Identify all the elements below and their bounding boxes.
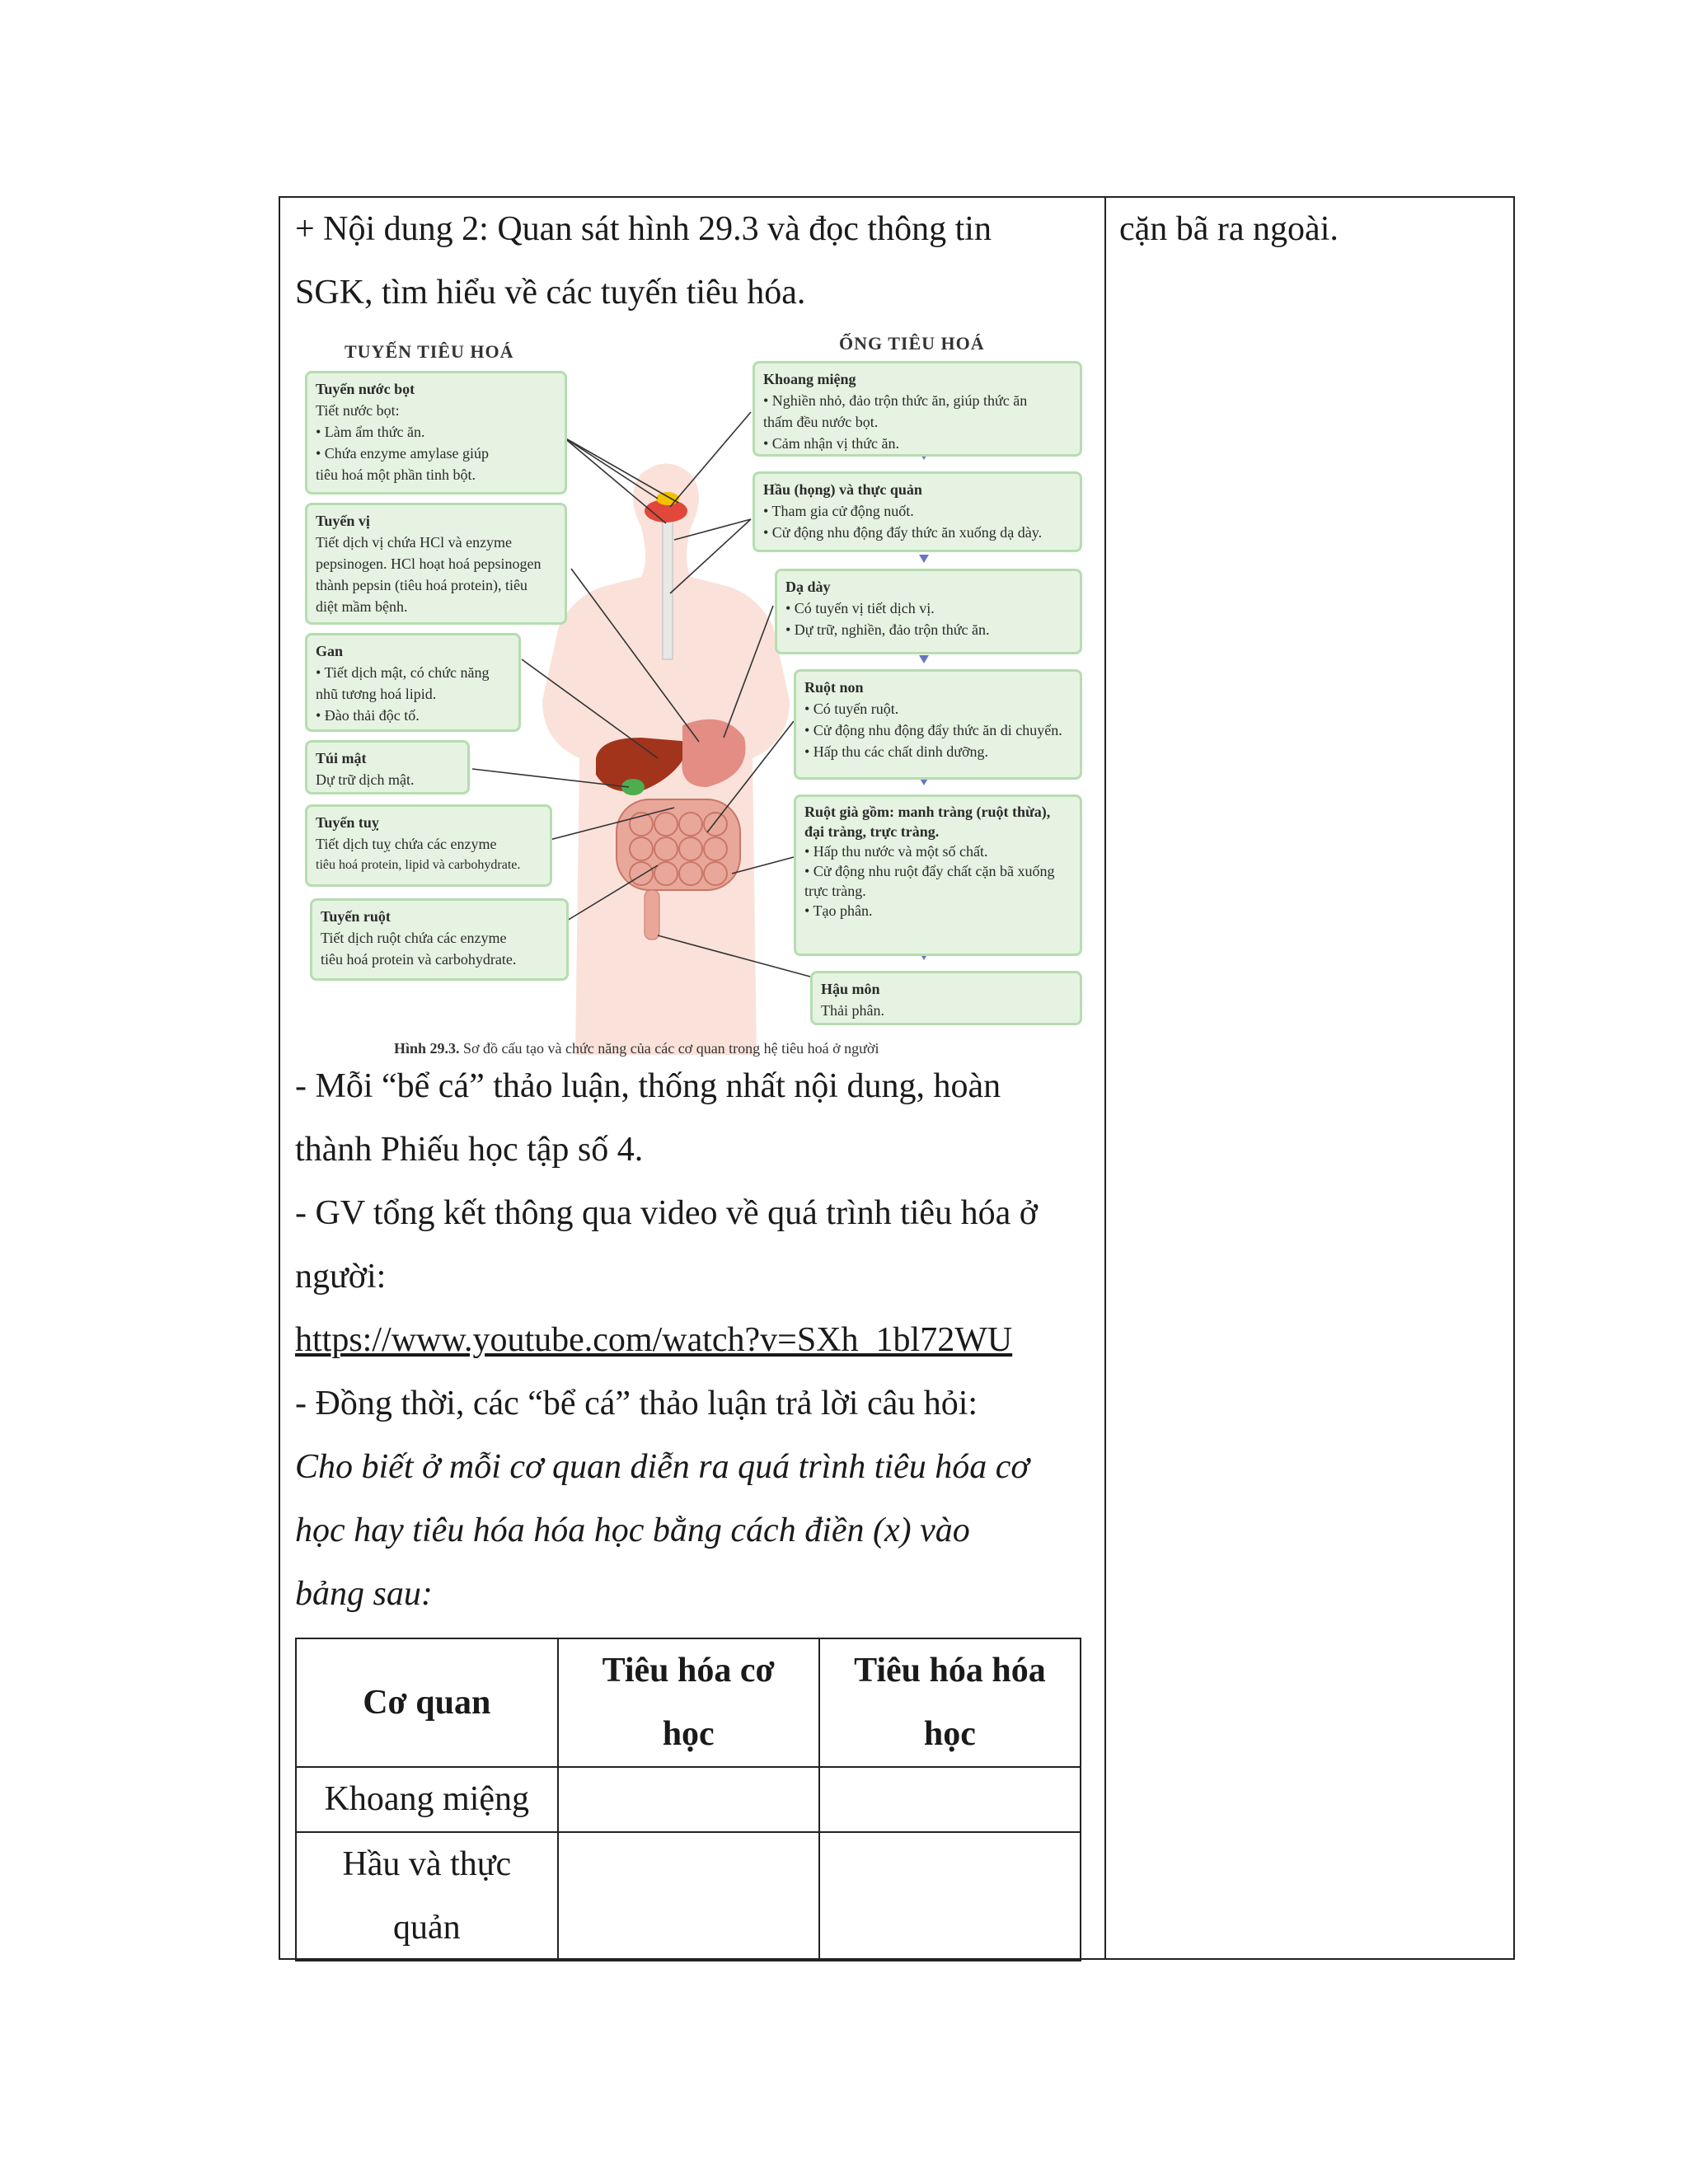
gland-line: tiêu hoá protein và carbohydrate.	[321, 951, 517, 968]
organ-box-mouth	[753, 361, 1082, 457]
right-column	[1119, 198, 1507, 261]
question-line2: học hay tiêu hóa hóa học bằng cách điền (x) vào	[295, 1511, 970, 1549]
gland-line: • Tiết dịch mật, có chức năng	[316, 664, 490, 681]
digestion-table	[295, 1638, 1081, 1961]
intro-line-2: SGK, tìm hiểu về các tuyến tiêu hóa.	[295, 274, 806, 312]
gland-title: Gan	[316, 643, 344, 659]
column-divider	[1104, 198, 1106, 1958]
organ-line: thấm đều nước bọt.	[763, 414, 879, 430]
gland-title: Tuyến nước bọt	[316, 381, 415, 397]
right-text: cặn bã ra ngoài.	[1119, 210, 1339, 248]
gland-title: Tuyến tuỵ	[316, 814, 379, 831]
organ-line: • Dự trữ, nghiền, đảo trộn thức ăn.	[785, 621, 990, 638]
video-link[interactable]: https://www.youtube.com/watch?v=SXh_1bl72WU	[295, 1321, 1013, 1359]
digestive-system-figure	[295, 330, 1088, 1055]
organ-box-large-intestine	[794, 794, 1082, 956]
figure-header-tract: ỐNG TIÊU HOÁ	[839, 333, 985, 354]
cell-mechanical[interactable]	[558, 1767, 819, 1832]
organ-box-stomach	[775, 569, 1082, 654]
organ-title: Ruột già gồm: manh tràng (ruột thừa), đại tràng, trực tràng.	[804, 804, 1051, 840]
gland-line: tiêu hoá protein, lipid và carbohydrate.	[316, 858, 521, 872]
organ-line: • Cử động nhu ruột đẩy chất cặn bã xuống	[804, 863, 1055, 879]
gland-line: diệt mầm bệnh.	[316, 598, 408, 615]
organ-line: • Tham gia cử động nuốt.	[763, 503, 914, 519]
figure-header-glands: TUYẾN TIÊU HOÁ	[345, 341, 514, 362]
organ-line: • Tạo phân.	[804, 902, 873, 919]
organ-title: Khoang miệng	[763, 371, 856, 387]
organ-line: • Cử động nhu động đẩy thức ăn di chuyển.	[804, 722, 1062, 738]
gland-box-intestinal	[310, 898, 569, 981]
caption-label: Hình 29.3.	[394, 1040, 460, 1057]
gland-line: tiêu hoá một phần tinh bột.	[316, 466, 476, 483]
question-line3: bảng sau:	[295, 1575, 433, 1613]
table-row	[296, 1832, 1081, 1961]
cell-chemical[interactable]	[819, 1767, 1081, 1832]
gland-box-liver	[305, 633, 521, 732]
left-column	[295, 198, 1088, 1961]
organ-box-small-intestine	[794, 669, 1082, 780]
header-text: học	[662, 1715, 715, 1753]
gland-line: nhũ tương hoá lipid.	[316, 686, 437, 702]
organ-line: • Hấp thu các chất dinh dưỡng.	[804, 743, 989, 760]
para3-line1: - Đồng thời, các “bể cá” thảo luận trả lời câu hỏi:	[295, 1385, 978, 1422]
organ-line: • Có tuyến ruột.	[804, 701, 899, 717]
organ-line: • Cử động nhu động đẩy thức ăn xuống dạ dày.	[763, 524, 1043, 541]
organ-title: Dạ dày	[785, 579, 831, 595]
gland-line: thành pepsin (tiêu hoá protein), tiêu	[316, 577, 528, 593]
gland-line: Tiết dịch vị chứa HCl và enzyme	[316, 534, 513, 551]
gland-title: Tuyến ruột	[321, 908, 391, 925]
cell-text: Hầu và thực	[342, 1845, 512, 1883]
para1-line2: thành Phiếu học tập số 4.	[295, 1131, 644, 1169]
gland-box-gallbladder	[305, 740, 470, 794]
header-mechanical	[558, 1638, 819, 1767]
header-text: học	[923, 1715, 976, 1753]
gland-line: Dự trữ dịch mật.	[316, 771, 415, 788]
cell-mechanical[interactable]	[558, 1832, 819, 1961]
header-organ: Cơ quan	[296, 1638, 558, 1767]
gland-line: • Làm ẩm thức ăn.	[316, 424, 425, 440]
cell-organ	[296, 1832, 558, 1961]
header-text: Tiêu hóa cơ	[602, 1652, 775, 1690]
table-row	[296, 1767, 1081, 1832]
gland-line: Tiết dịch tuỵ chứa các enzyme	[316, 836, 497, 852]
gland-line: • Đào thải độc tố.	[316, 707, 420, 724]
organ-title: Hậu môn	[821, 981, 880, 997]
gland-box-salivary	[305, 371, 567, 494]
gland-box-gastric	[305, 503, 567, 625]
header-text: Tiêu hóa hóa	[854, 1652, 1046, 1690]
para1-line1: - Mỗi “bể cá” thảo luận, thống nhất nội dung, hoàn	[295, 1067, 1001, 1105]
para2-line2: người:	[295, 1258, 387, 1296]
question-line1: Cho biết ở mỗi cơ quan diễn ra quá trình tiêu hóa cơ	[295, 1448, 1029, 1486]
organ-line: • Có tuyến vị tiết dịch vị.	[785, 600, 935, 616]
header-chemical	[819, 1638, 1081, 1767]
gland-line: • Chứa enzyme amylase giúp	[316, 445, 489, 462]
figure-caption	[394, 1040, 879, 1057]
gland-box-pancreas	[305, 804, 552, 887]
gland-title: Tuyến vị	[316, 513, 370, 529]
gland-line: pepsinogen. HCl hoạt hoá pepsinogen	[316, 555, 542, 572]
table-header-row	[296, 1638, 1081, 1767]
caption-text: Sơ đồ cấu tạo và chức năng của các cơ quan trong hệ tiêu hoá ở người	[459, 1040, 879, 1057]
organ-line: • Nghiền nhỏ, đảo trộn thức ăn, giúp thức ăn	[763, 392, 1028, 409]
organ-box-pharynx	[753, 471, 1082, 552]
cell-organ: Khoang miệng	[296, 1767, 558, 1832]
video-link-line	[295, 1309, 1088, 1372]
gland-line: Tiết dịch ruột chứa các enzyme	[321, 930, 507, 946]
para2-line1: - GV tổng kết thông qua video về quá trình tiêu hóa ở	[295, 1194, 1038, 1232]
organ-title: Hầu (họng) và thực quản	[763, 481, 922, 498]
intro-line-1: + Nội dung 2: Quan sát hình 29.3 và đọc thông tin	[295, 210, 992, 248]
organ-box-anus	[810, 971, 1082, 1025]
content-table	[279, 196, 1515, 1960]
cell-text: quản	[392, 1909, 461, 1947]
organ-title: Ruột non	[804, 679, 864, 696]
organ-line: • Cảm nhận vị thức ăn.	[763, 435, 900, 452]
organ-line: trực tràng.	[804, 883, 866, 899]
gland-title: Túi mật	[316, 750, 367, 766]
organ-line: • Hấp thu nước và một số chất.	[804, 843, 988, 860]
cell-chemical[interactable]	[819, 1832, 1081, 1961]
organ-line: Thải phân.	[821, 1002, 884, 1019]
gland-line: Tiết nước bọt:	[316, 402, 400, 419]
